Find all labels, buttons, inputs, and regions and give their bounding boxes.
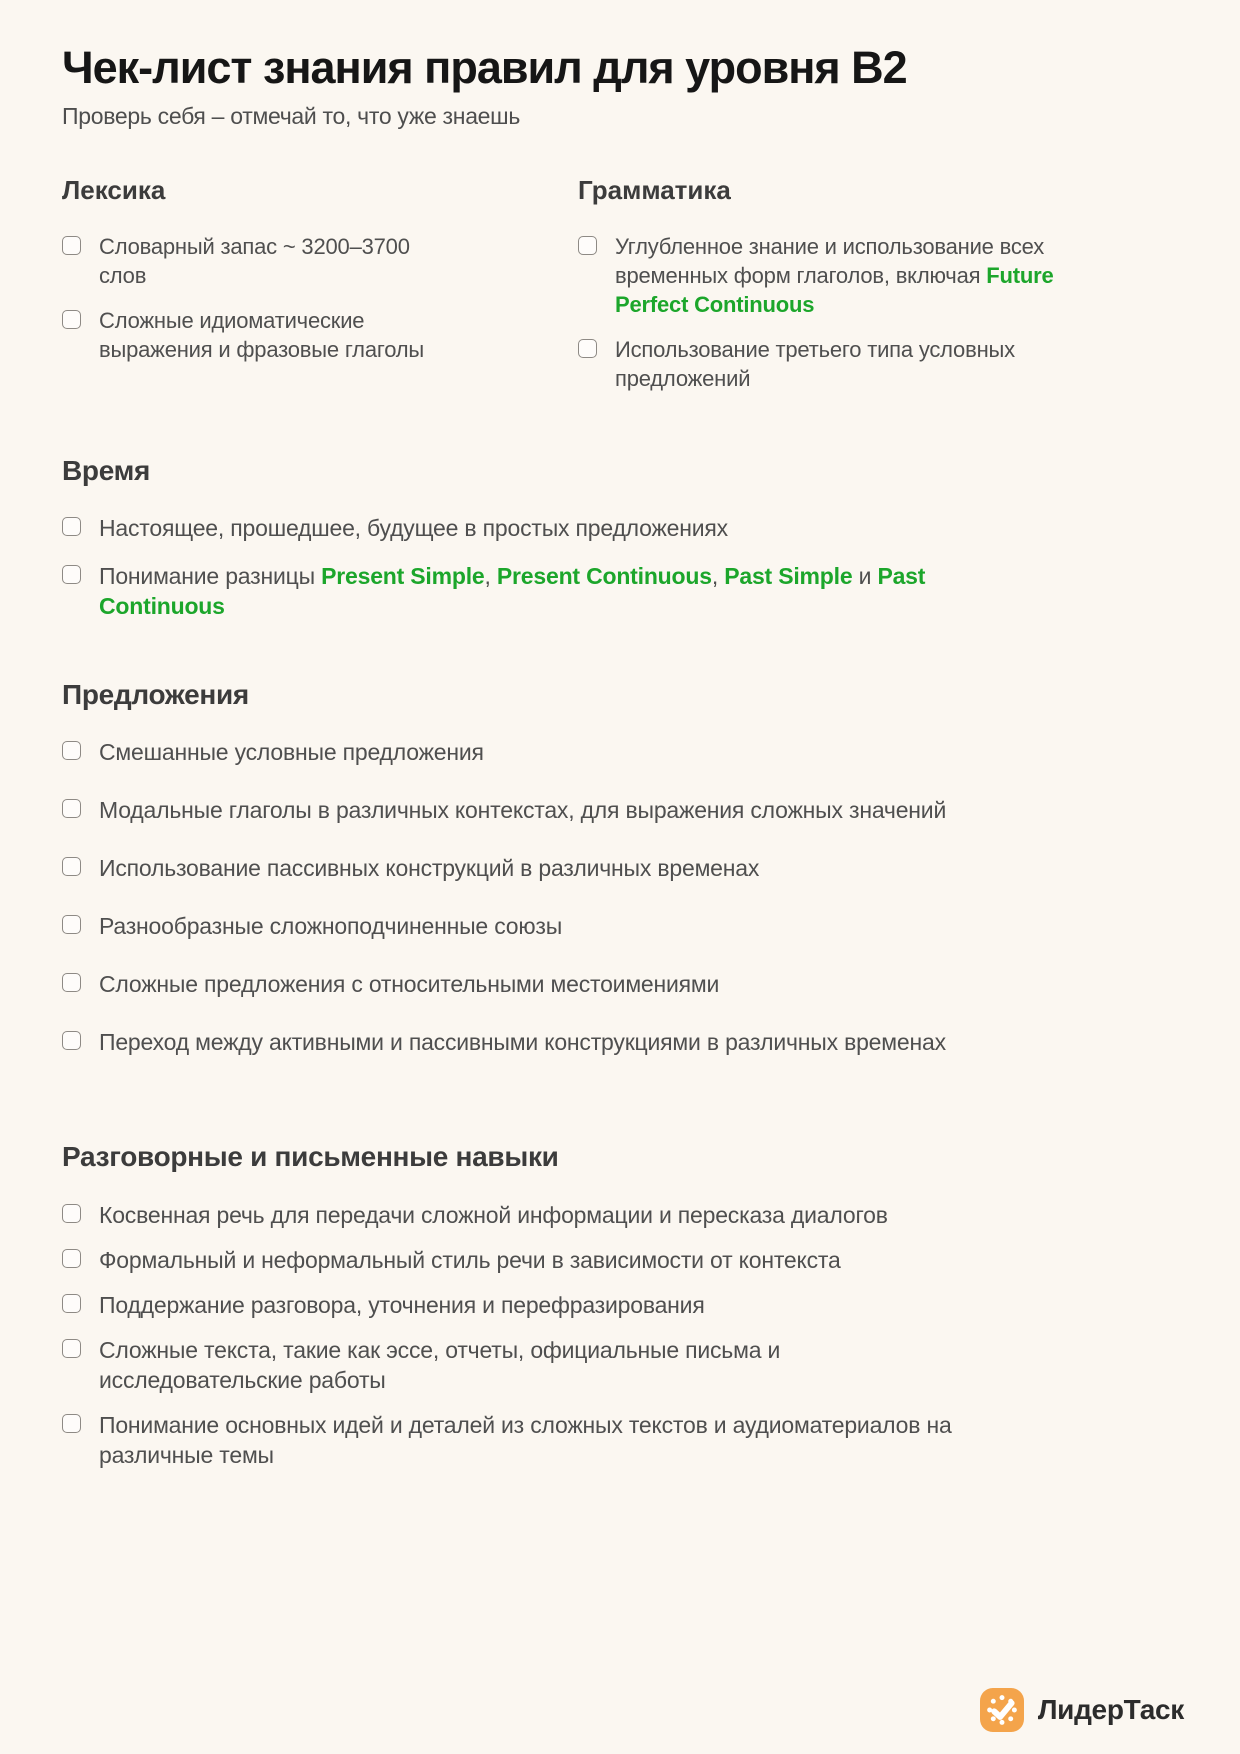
item-label-text: Понимание разницы xyxy=(99,563,322,590)
checklist-item xyxy=(62,232,578,290)
page-title: Чек-лист знания правил для уровня B2 xyxy=(62,42,907,93)
item-label-text: Косвенная речь для передачи сложной информации и пересказа диалогов xyxy=(99,1201,888,1228)
item-checkbox[interactable] xyxy=(62,310,81,329)
section-heading-lexika: Лексика xyxy=(62,175,166,206)
item-checkbox[interactable] xyxy=(62,1204,81,1223)
checklist-item xyxy=(62,969,1178,999)
item-label xyxy=(615,335,1085,393)
checklist-item xyxy=(62,1245,1178,1275)
item-label xyxy=(99,969,719,999)
item-label xyxy=(99,853,759,883)
item-label-text: Поддержание разговора, уточнения и перефразирования xyxy=(99,1291,705,1318)
item-label xyxy=(99,1027,946,1057)
item-label-text: Переход между активными и пассивными конструкциями в различных временах xyxy=(99,1029,946,1056)
item-label xyxy=(99,1335,959,1395)
item-label xyxy=(99,795,946,825)
checklist-item xyxy=(62,853,1178,883)
item-label-text: и xyxy=(852,563,878,590)
item-checkbox[interactable] xyxy=(62,517,81,536)
column-left xyxy=(62,176,578,409)
item-label xyxy=(99,561,959,621)
item-checkbox[interactable] xyxy=(62,1031,81,1050)
column-right xyxy=(578,176,1178,409)
item-label xyxy=(99,1290,705,1320)
checklist-item xyxy=(62,1027,1178,1057)
item-label-text: Разнообразные сложноподчиненные союзы xyxy=(99,913,563,940)
leadertask-logo-icon xyxy=(980,1688,1024,1732)
item-label-highlight: Future Perfect Continuous xyxy=(615,263,1054,318)
item-label-text: Смешанные условные предложения xyxy=(99,739,484,766)
item-label-text: , xyxy=(711,563,725,590)
item-label xyxy=(99,1410,959,1470)
section-heading-razgovornye: Разговорные и письменные навыки xyxy=(62,1141,559,1173)
brand-footer xyxy=(980,1688,1184,1732)
checklist-item xyxy=(62,911,1178,941)
checklist-item xyxy=(578,232,1178,319)
item-label-highlight: Present Continuous xyxy=(496,563,712,590)
item-checkbox[interactable] xyxy=(62,1414,81,1433)
item-label xyxy=(99,1245,841,1275)
section-heading-vremya: Время xyxy=(62,455,151,487)
item-label-text: Словарный запас ~ 3200–3700 слов xyxy=(99,234,410,289)
item-checkbox[interactable] xyxy=(62,565,81,584)
section-vremya xyxy=(62,455,1178,621)
checklist-item xyxy=(62,1335,1178,1395)
item-label xyxy=(99,513,728,543)
section-predlozheniya xyxy=(62,679,1178,1057)
item-label-text: Использование третьего типа условных предложений xyxy=(615,337,1015,392)
item-checkbox[interactable] xyxy=(62,236,81,255)
item-label-text: , xyxy=(484,563,497,590)
checklist-item xyxy=(62,561,1178,621)
item-label xyxy=(99,737,484,767)
leadertask-brand-name: ЛидерТаск xyxy=(1037,1694,1184,1725)
item-checkbox[interactable] xyxy=(62,915,81,934)
item-label xyxy=(99,232,459,290)
item-label xyxy=(99,911,562,941)
item-checkbox[interactable] xyxy=(62,1249,81,1268)
section-heading-grammatika: Грамматика xyxy=(578,175,731,206)
item-label-highlight: Past Continuous xyxy=(99,563,926,620)
checklist-item xyxy=(62,1200,1178,1230)
item-label xyxy=(99,1200,888,1230)
top-columns xyxy=(62,176,1178,409)
item-label-text: Сложные текста, такие как эссе, отчеты, официальные письма и исследовательские работы xyxy=(99,1336,781,1393)
item-label-text: Использование пассивных конструкций в различных временах xyxy=(99,855,760,882)
checklist-item xyxy=(62,306,578,364)
item-checkbox[interactable] xyxy=(62,1339,81,1358)
item-checkbox[interactable] xyxy=(62,1294,81,1313)
item-label-highlight: Past Simple xyxy=(724,563,853,590)
item-label-text: Сложные идиоматические выражения и фразовые глаголы xyxy=(99,308,424,363)
checklist-item xyxy=(62,737,1178,767)
item-label xyxy=(615,232,1085,319)
checklist-item xyxy=(62,513,1178,543)
section-razgovornye xyxy=(62,1141,1178,1469)
section-heading-predlozheniya: Предложения xyxy=(62,679,249,711)
page-subtitle: Проверь себя – отмечай то, что уже знаешь xyxy=(62,102,521,129)
item-label-text: Настоящее, прошедшее, будущее в простых предложениях xyxy=(99,515,728,542)
item-label-text: Углубленное знание и использование всех временных форм глаголов, включая xyxy=(615,234,1045,289)
item-checkbox[interactable] xyxy=(62,857,81,876)
item-label xyxy=(99,306,459,364)
full-width-sections xyxy=(62,455,1178,1470)
item-checkbox[interactable] xyxy=(578,339,597,358)
item-checkbox[interactable] xyxy=(62,973,81,992)
section-grammatika xyxy=(578,176,1178,393)
item-label-text: Понимание основных идей и деталей из сложных текстов и аудиоматериалов на различные темы xyxy=(99,1411,952,1468)
item-checkbox[interactable] xyxy=(578,236,597,255)
item-label-text: Модальные глаголы в различных контекстах, для выражения сложных значений xyxy=(99,797,947,824)
checklist-item xyxy=(62,1290,1178,1320)
item-checkbox[interactable] xyxy=(62,741,81,760)
item-label-text: Сложные предложения с относительными местоимениями xyxy=(99,971,720,998)
checklist-item xyxy=(62,795,1178,825)
item-label-highlight: Present Simple xyxy=(321,563,485,590)
checklist-item xyxy=(578,335,1178,393)
section-lexika xyxy=(62,176,578,364)
item-label-text: Формальный и неформальный стиль речи в зависимости от контекста xyxy=(99,1246,841,1273)
checklist-item xyxy=(62,1410,1178,1470)
item-checkbox[interactable] xyxy=(62,799,81,818)
